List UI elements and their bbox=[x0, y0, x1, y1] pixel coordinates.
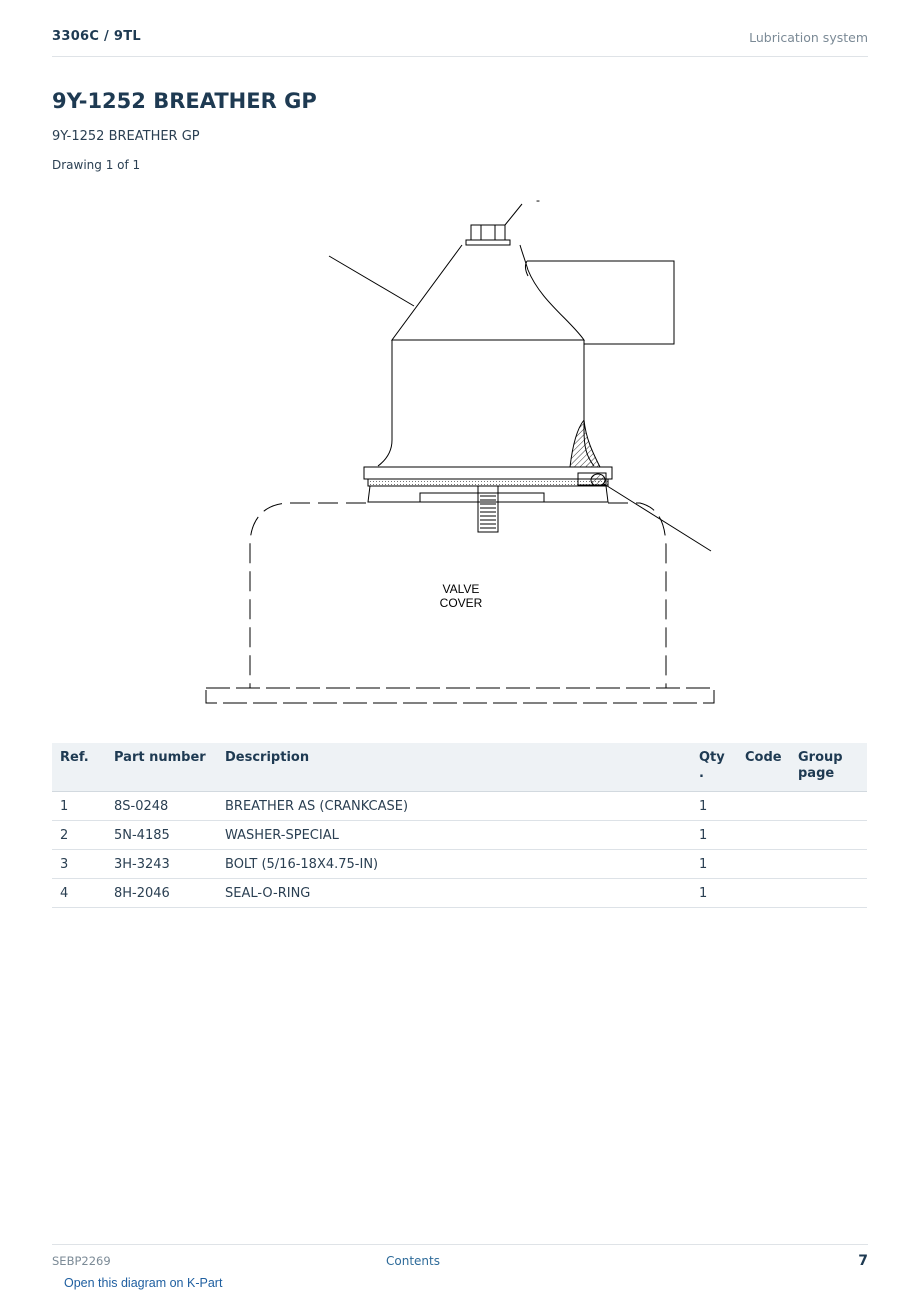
row-ref: 2 bbox=[52, 821, 106, 850]
row-code bbox=[737, 850, 790, 879]
kpart-link[interactable]: Open this diagram on K-Part bbox=[64, 1276, 223, 1290]
row-description: BOLT (5/16-18X4.75-IN) bbox=[217, 850, 691, 879]
valve-cover-outline bbox=[250, 503, 366, 688]
breather-cap bbox=[392, 245, 584, 340]
leader-line-1 bbox=[329, 256, 414, 306]
row-qty: 1 bbox=[691, 879, 737, 908]
row-description: SEAL-O-RING bbox=[217, 879, 691, 908]
hatched-section bbox=[570, 420, 600, 467]
row-ref: 3 bbox=[52, 850, 106, 879]
table-row bbox=[52, 821, 867, 850]
breather-diagram bbox=[200, 190, 720, 710]
row-code bbox=[737, 821, 790, 850]
row-ref: 1 bbox=[52, 792, 106, 821]
row-ref: 4 bbox=[52, 879, 106, 908]
row-qty: 1 bbox=[691, 850, 737, 879]
flange bbox=[364, 467, 612, 479]
row-group-page bbox=[790, 879, 867, 908]
leader-line-2 bbox=[505, 204, 522, 225]
header-group-line1: Group bbox=[798, 750, 843, 765]
row-group-page bbox=[790, 850, 867, 879]
header-group-line2: page bbox=[798, 766, 835, 781]
leader-line-3 bbox=[604, 484, 711, 551]
header-description: Description bbox=[217, 743, 691, 792]
header-group-page bbox=[790, 743, 867, 792]
row-part-number: 5N-4185 bbox=[106, 821, 217, 850]
header-ref: Ref. bbox=[52, 743, 106, 792]
row-part-number: 3H-3243 bbox=[106, 850, 217, 879]
header-code: Code bbox=[737, 743, 790, 792]
document-id: SEBP2269 bbox=[52, 1254, 111, 1268]
header-qty-line1: Qty bbox=[699, 750, 725, 765]
row-group-page bbox=[790, 792, 867, 821]
page-header bbox=[52, 28, 868, 57]
row-part-number: 8H-2046 bbox=[106, 879, 217, 908]
contents-link[interactable]: Contents bbox=[386, 1254, 440, 1268]
table-row bbox=[52, 879, 867, 908]
valve-cover-label-line2: COVER bbox=[439, 596, 483, 610]
row-group-page bbox=[790, 821, 867, 850]
row-qty: 1 bbox=[691, 792, 737, 821]
row-description: BREATHER AS (CRANKCASE) bbox=[217, 792, 691, 821]
table-row bbox=[52, 792, 867, 821]
row-code bbox=[737, 879, 790, 908]
valve-cover-label-line1: VALVE bbox=[442, 582, 480, 596]
row-code bbox=[737, 792, 790, 821]
page-subtitle: 9Y-1252 BREATHER GP bbox=[52, 129, 200, 144]
header-qty-line2: . bbox=[699, 766, 704, 781]
section-name: Lubrication system bbox=[749, 30, 868, 45]
table-row bbox=[52, 850, 867, 879]
breather-body bbox=[378, 340, 392, 466]
row-qty: 1 bbox=[691, 821, 737, 850]
parts-table bbox=[52, 743, 867, 908]
callout-mark: - bbox=[536, 193, 540, 207]
page-title: 9Y-1252 BREATHER GP bbox=[52, 89, 317, 113]
table-header-row bbox=[52, 743, 867, 792]
header-qty bbox=[691, 743, 737, 792]
gasket bbox=[368, 479, 608, 486]
washer bbox=[466, 240, 510, 245]
valve-cover-base bbox=[206, 688, 714, 703]
hex-nut bbox=[471, 225, 505, 240]
row-description: WASHER-SPECIAL bbox=[217, 821, 691, 850]
page-number: 7 bbox=[858, 1253, 868, 1269]
header-part-number: Part number bbox=[106, 743, 217, 792]
drawing-count: Drawing 1 of 1 bbox=[52, 158, 141, 172]
o-ring bbox=[591, 474, 605, 486]
row-part-number: 8S-0248 bbox=[106, 792, 217, 821]
model-code: 3306C / 9TL bbox=[52, 29, 142, 44]
